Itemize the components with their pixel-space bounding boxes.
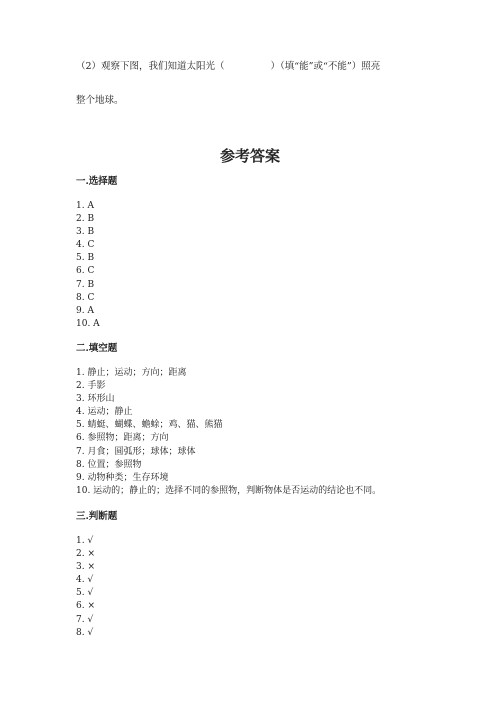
list-item: 6. C bbox=[76, 266, 95, 277]
list-item: 5. 蜻蜓、蝴蝶、蟾蜍；鸡、猫、熊猫 bbox=[76, 420, 223, 431]
question-text-after-blank: ）（填“能”或“不能”）照亮 bbox=[270, 61, 381, 72]
list-item: 2. B bbox=[76, 214, 95, 225]
answer-list-fill-blank bbox=[76, 367, 381, 498]
list-item: 4. 运动；静止 bbox=[76, 407, 133, 418]
list-item: 5. √ bbox=[76, 588, 94, 599]
list-item: 4. √ bbox=[76, 575, 94, 586]
list-item: 8. √ bbox=[76, 627, 94, 638]
list-item: 9. 动物种类；生存环境 bbox=[76, 472, 169, 483]
list-item: 7. √ bbox=[76, 614, 94, 625]
list-item: 10. A bbox=[76, 318, 100, 329]
section-heading-fill-blank: 二.填空题 bbox=[76, 343, 118, 354]
list-item: 1. A bbox=[76, 201, 94, 211]
list-item: 6. × bbox=[76, 601, 95, 612]
list-item: 3. B bbox=[76, 227, 95, 238]
answer-list-judgment bbox=[76, 535, 95, 640]
list-item: 8. 位置；参照物 bbox=[76, 459, 142, 470]
list-item: 2. × bbox=[76, 549, 95, 560]
question-text-before-blank: （2）观察下图，我们知道太阳光（ bbox=[76, 61, 225, 72]
list-item: 7. B bbox=[76, 279, 95, 290]
list-item: 5. B bbox=[76, 253, 95, 264]
list-item: 8. C bbox=[76, 292, 95, 303]
answer-title: 参考答案 bbox=[219, 147, 280, 165]
list-item: 10. 运动的；静止的；选择不同的参照物，判断物体是否运动的结论也不同。 bbox=[76, 485, 382, 496]
question-line-2: 整个地球。 bbox=[76, 95, 124, 106]
list-item: 2. 手影 bbox=[76, 381, 106, 392]
section-heading-judgment: 三.判断题 bbox=[76, 511, 118, 522]
section-heading-choice: 一.选择题 bbox=[76, 176, 118, 187]
list-item: 9. A bbox=[76, 305, 94, 316]
list-item: 7. 月食；圆弧形；球体；球体 bbox=[76, 446, 196, 457]
answer-list-choice bbox=[76, 200, 100, 331]
list-item: 1. √ bbox=[76, 536, 94, 546]
list-item: 3. 环形山 bbox=[76, 394, 115, 405]
list-item: 6. 参照物；距离；方向 bbox=[76, 433, 169, 444]
list-item: 3. × bbox=[76, 562, 95, 573]
question-line-1 bbox=[76, 61, 380, 73]
list-item: 4. C bbox=[76, 240, 95, 251]
list-item: 1. 静止；运动；方向；距离 bbox=[76, 368, 187, 378]
